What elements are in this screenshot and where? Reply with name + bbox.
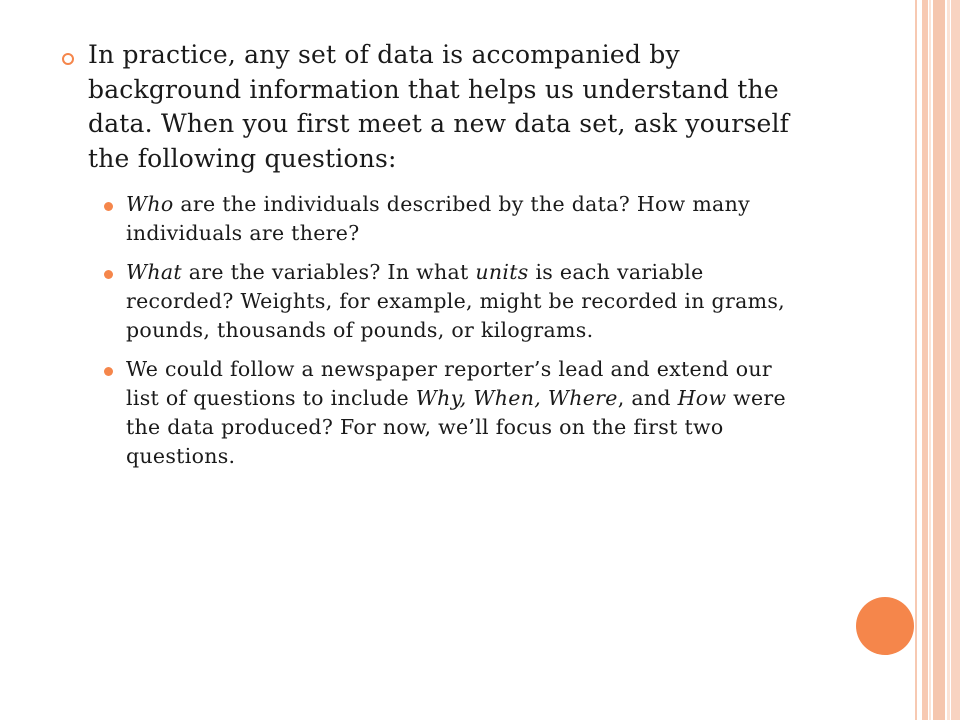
decor-stripe xyxy=(947,0,950,720)
dot-bullet-icon xyxy=(104,367,113,376)
decor-circle xyxy=(856,597,914,655)
ring-bullet-icon xyxy=(62,53,74,65)
sub-bullet-reporter xyxy=(126,355,800,471)
sub-bullet-what xyxy=(126,258,800,345)
decor-stripe xyxy=(922,0,928,720)
sub-bullet-text: Who are the individuals described by the data? How many individuals are there? xyxy=(126,192,750,245)
sub-bullet-who xyxy=(126,190,800,248)
main-bullet xyxy=(60,38,800,176)
decor-stripe xyxy=(933,0,945,720)
sub-bullet-text: What are the variables? In what units is each variable recorded? Weights, for example, might be recorded in grams, pounds, thousands of pounds, or kilograms. xyxy=(126,260,785,342)
decor-stripe xyxy=(951,0,960,720)
sub-bullet-text: We could follow a newspaper reporter’s lead and extend our list of questions to include Why, When, Where, and How were the data produced? For now, we’ll focus on the first two questions. xyxy=(126,357,786,468)
decor-stripe xyxy=(915,0,917,720)
dot-bullet-icon xyxy=(104,270,113,279)
decor-stripe xyxy=(929,0,931,720)
sub-bullet-list xyxy=(60,190,800,471)
dot-bullet-icon xyxy=(104,202,113,211)
slide-content xyxy=(60,38,800,481)
main-bullet-text: In practice, any set of data is accompanied by background information that helps us understand the data. When you first meet a new data set, ask yourself the following questions: xyxy=(88,40,790,173)
